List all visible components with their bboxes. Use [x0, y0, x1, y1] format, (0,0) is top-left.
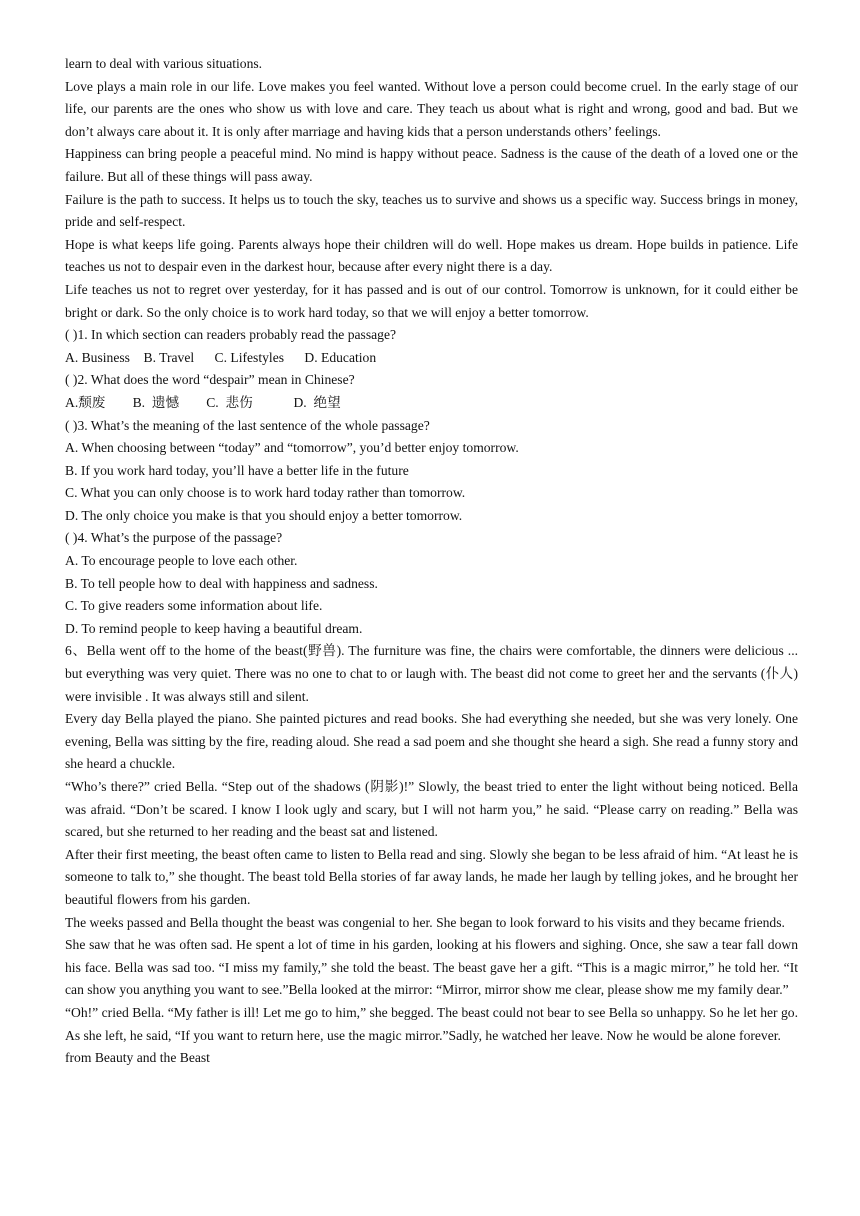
paragraph-first-meeting: After their first meeting, the beast often came to listen to Bella read and sing. Slowly she began to be less afraid of him. “At least he is someone to talk to,” she thought. The beast told Bella stories of far away lands, he made her laugh by telling jokes, and he brought her beautiful flowers from his garden.: [65, 846, 798, 907]
question-4: [65, 527, 798, 640]
option-a: A. When choosing between “today” and “tomorrow”, you’d better enjoy tomorrow.: [65, 440, 519, 456]
paragraph-intro-end: learn to deal with various situations.: [65, 56, 263, 71]
question-3: [65, 415, 798, 528]
paragraph-happiness: Happiness can bring people a peaceful mind. No mind is happy without peace. Sadness is the cause of the death of a loved one or the failure. But all of these things will pass away.: [65, 146, 798, 184]
question-options: A. Business B. Travel C. Lifestyles D. Education: [65, 349, 377, 365]
paragraph-magic-mirror: She saw that he was often sad. He spent a lot of time in his garden, looking at his flowers and sighing. Once, she saw a tear fall down his face. Bella was sad too. “I miss my family,” she told the beast. The beast gave her a gift. “This is a magic mirror,” he told her. “It can show you anything you want to see.”Bella looked at the mirror: “Mirror, mirror show me clear, please show me my family dear.”: [65, 937, 798, 998]
paragraph-life: Life teaches us not to regret over yesterday, for it has passed and is out of our control. Tomorrow is unknown, for it could either be bright or dark. So the only choice is to work hard today, so that we will enjoy a better tomorrow.: [65, 281, 798, 320]
question-2: [65, 369, 798, 414]
paragraph-whos-there: “Who’s there?” cried Bella. “Step out of the shadows (阴影)!” Slowly, the beast tried to enter the light without being noticed. Bella was afraid. “Don’t be scared. I know I look ugly and scary, but I will not harm you,” he said. “Please carry on reading.” Bella was scared, but she returned to her reading and the beast sat and listened.: [65, 779, 798, 840]
paragraph-failure: Failure is the path to success. It helps us to touch the sky, teaches us to survive and shows us a specific way. Success brings in money, pride and self-respect.: [65, 191, 798, 230]
option-a: A. To encourage people to love each other.: [65, 553, 298, 569]
paragraph-hope: Hope is what keeps life going. Parents always hope their children will do well. Hope makes us dream. Hope builds in patience. Life teaches us not to despair even in the darkest hour, because after every night there is a day.: [65, 236, 798, 275]
paragraph-home-of-beast: 6、Bella went off to the home of the beast(野兽). The furniture was fine, the chairs were comfortable, the dinners were delicious ... but everything was very quiet. There was no one to chat to or laugh with. The beast did not come to greet her and the servants (仆人) were invisible . It was always still and silent.: [65, 643, 798, 704]
paragraph-love: Love plays a main role in our life. Love makes you feel wanted. Without love a person could become cruel. In the early stage of our life, our parents are the ones who show us with love and care. They teach us about what is right and wrong, good and bad. But we don’t always care about it. It is only after marriage and having kids that a person understands others’ feelings.: [65, 78, 798, 139]
passage-5: [65, 53, 798, 640]
question-stem: ( )2. What does the word “despair” mean in Chinese?: [65, 372, 355, 388]
question-1: [65, 324, 798, 369]
option-c: C. What you can only choose is to work hard today rather than tomorrow.: [65, 485, 466, 501]
question-stem: ( )4. What’s the purpose of the passage?: [65, 530, 283, 546]
paragraph-weeks-passed: The weeks passed and Bella thought the beast was congenial to her. She began to look forward to his visits and they became friends.: [65, 914, 785, 930]
question-options: A.颓废 B. 遗憾 C. 悲伤 D. 绝望: [65, 394, 341, 410]
option-c: C. To give readers some information about life.: [65, 598, 323, 614]
passage-6: [65, 640, 798, 1069]
option-d: D. The only choice you make is that you should enjoy a better tomorrow.: [65, 507, 463, 523]
question-stem: ( )1. In which section can readers probably read the passage?: [65, 327, 397, 343]
option-b: B. If you work hard today, you’ll have a better life in the future: [65, 462, 409, 478]
paragraph-every-day: Every day Bella played the piano. She painted pictures and read books. She had everything she needed, but she was very lonely. One evening, Bella was sitting by the fire, reading aloud. She read a sad poem and she thought she heard a sigh. She read a funny story and she heard a chuckle.: [65, 711, 798, 772]
question-stem: ( )3. What’s the meaning of the last sentence of the whole passage?: [65, 417, 430, 433]
paragraph-father-ill: “Oh!” cried Bella. “My father is ill! Let me go to him,” she begged. The beast could not bear to see Bella so unhappy. So he let her go. As she left, he said, “If you want to return here, use the magic mirror.”Sadly, he watched her leave. Now he would be alone forever.: [65, 1004, 798, 1043]
option-d: D. To remind people to keep having a beautiful dream.: [65, 620, 363, 636]
option-b: B. To tell people how to deal with happiness and sadness.: [65, 575, 378, 591]
source-line: from Beauty and the Beast: [65, 1050, 210, 1066]
